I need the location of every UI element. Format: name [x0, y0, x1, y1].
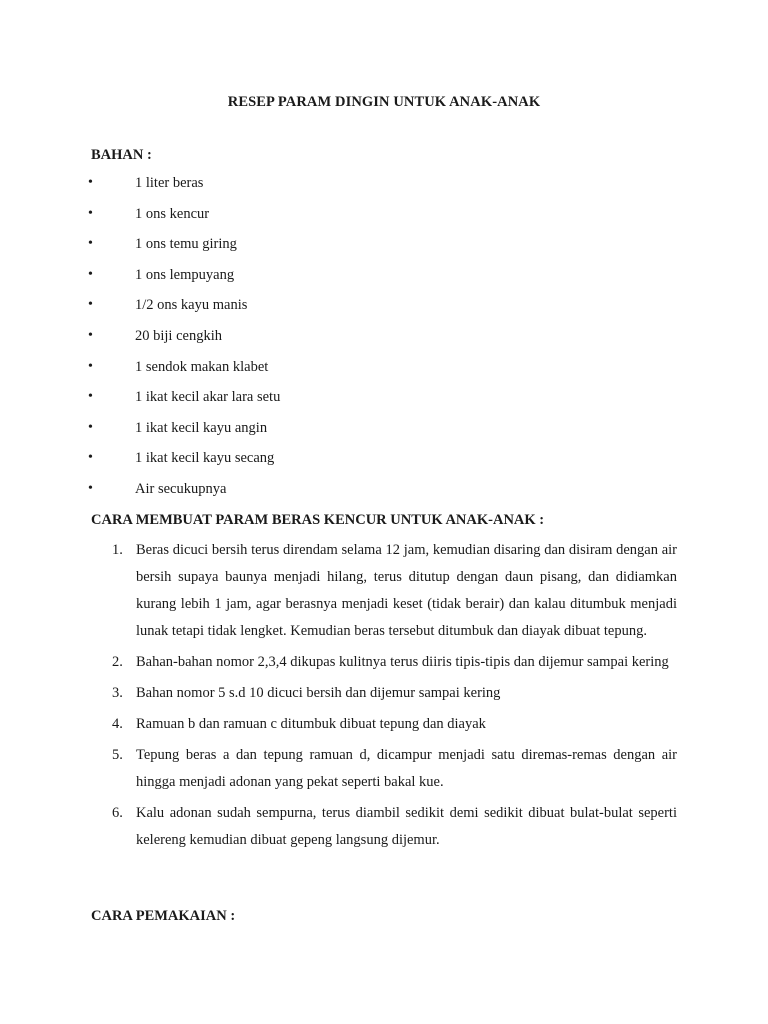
bullet-icon: • — [88, 419, 93, 435]
step-number: 2. — [112, 654, 123, 670]
list-item — [0, 174, 768, 205]
list-item — [0, 449, 768, 480]
list-item — [0, 419, 768, 450]
ingredient-text: 1 ons lempuyang — [135, 266, 235, 283]
step-number: 5. — [112, 747, 123, 763]
list-item — [0, 296, 768, 327]
ingredient-list — [0, 174, 768, 511]
bullet-icon: • — [88, 358, 93, 374]
bullet-icon: • — [88, 389, 93, 405]
bullet-icon: • — [88, 175, 93, 190]
cara-membuat-heading: CARA MEMBUAT PARAM BERAS KENCUR UNTUK ANAK-ANAK : — [91, 512, 545, 528]
page-title: RESEP PARAM DINGIN UNTUK ANAK-ANAK — [227, 94, 541, 110]
step-text: Beras dicuci bersih terus direndam selama 12 jam, kemudian disaring dan disiram dengan air bersih supaya baunya menjadi hilang, terus ditutup dengan daun pisang, dan didiamkan kurang lebih 1 jam, agar berasnya menjadi keset (tidak berair) dan kalau ditumbuk menjadi lunak tetapi tidak lengket. Kemudian beras tersebut ditumbuk dan diayak dibuat tepung. — [136, 542, 677, 639]
step-text: Bahan nomor 5 s.d 10 dicuci bersih dan dijemur sampai kering — [136, 685, 501, 701]
step-number: 6. — [112, 805, 123, 821]
bullet-icon: • — [88, 450, 93, 466]
bullet-icon: • — [88, 480, 93, 496]
list-item — [0, 205, 768, 236]
step-text: Bahan-bahan nomor 2,3,4 dikupas kulitnya terus diiris tipis-tipis dan dijemur sampai kering — [136, 654, 669, 670]
step-number: 4. — [112, 716, 123, 732]
step-number: 1. — [112, 542, 123, 558]
ingredient-text: 1 ikat kecil kayu secang — [135, 450, 275, 467]
list-item — [0, 266, 768, 297]
bullet-icon: • — [88, 327, 93, 343]
step-list — [0, 537, 768, 858]
bahan-heading: BAHAN : — [91, 147, 152, 163]
cara-pemakaian-heading: CARA PEMAKAIAN : — [91, 908, 236, 924]
list-item — [0, 235, 768, 266]
step-number: 3. — [112, 685, 123, 701]
step-text: Tepung beras a dan tepung ramuan d, dicampur menjadi satu diremas-remas dengan air hingga menjadi adonan yang pekat seperti bakal kue. — [136, 747, 677, 790]
list-item — [0, 358, 768, 389]
ingredient-text: 1 ikat kecil kayu angin — [135, 419, 268, 436]
bullet-icon: • — [88, 236, 93, 252]
ingredient-text: 1/2 ons kayu manis — [135, 297, 248, 314]
bullet-icon: • — [88, 205, 93, 221]
bullet-icon: • — [88, 266, 93, 282]
list-item — [0, 649, 768, 676]
ingredient-text: 1 ikat kecil akar lara setu — [135, 389, 281, 406]
ingredient-text: 1 ons kencur — [135, 205, 210, 222]
step-text: Kalu adonan sudah sempurna, terus diambil sedikit demi sedikit dibuat bulat-bulat seperti kelereng kemudian dibuat gepeng langsung dijemur. — [136, 805, 677, 848]
list-item — [0, 388, 768, 419]
list-item — [0, 480, 768, 511]
bullet-icon: • — [88, 297, 93, 313]
ingredient-text: 20 biji cengkih — [135, 327, 222, 344]
list-item — [0, 680, 768, 707]
ingredient-text: 1 liter beras — [135, 175, 204, 191]
step-text: Ramuan b dan ramuan c ditumbuk dibuat tepung dan diayak — [136, 716, 486, 732]
list-item — [0, 711, 768, 738]
ingredient-text: 1 sendok makan klabet — [135, 358, 269, 375]
ingredient-text: 1 ons temu giring — [135, 236, 237, 253]
list-item — [0, 537, 768, 645]
ingredient-text: Air secukupnya — [135, 480, 227, 497]
list-item — [0, 327, 768, 358]
list-item — [0, 742, 768, 796]
list-item — [0, 800, 768, 854]
